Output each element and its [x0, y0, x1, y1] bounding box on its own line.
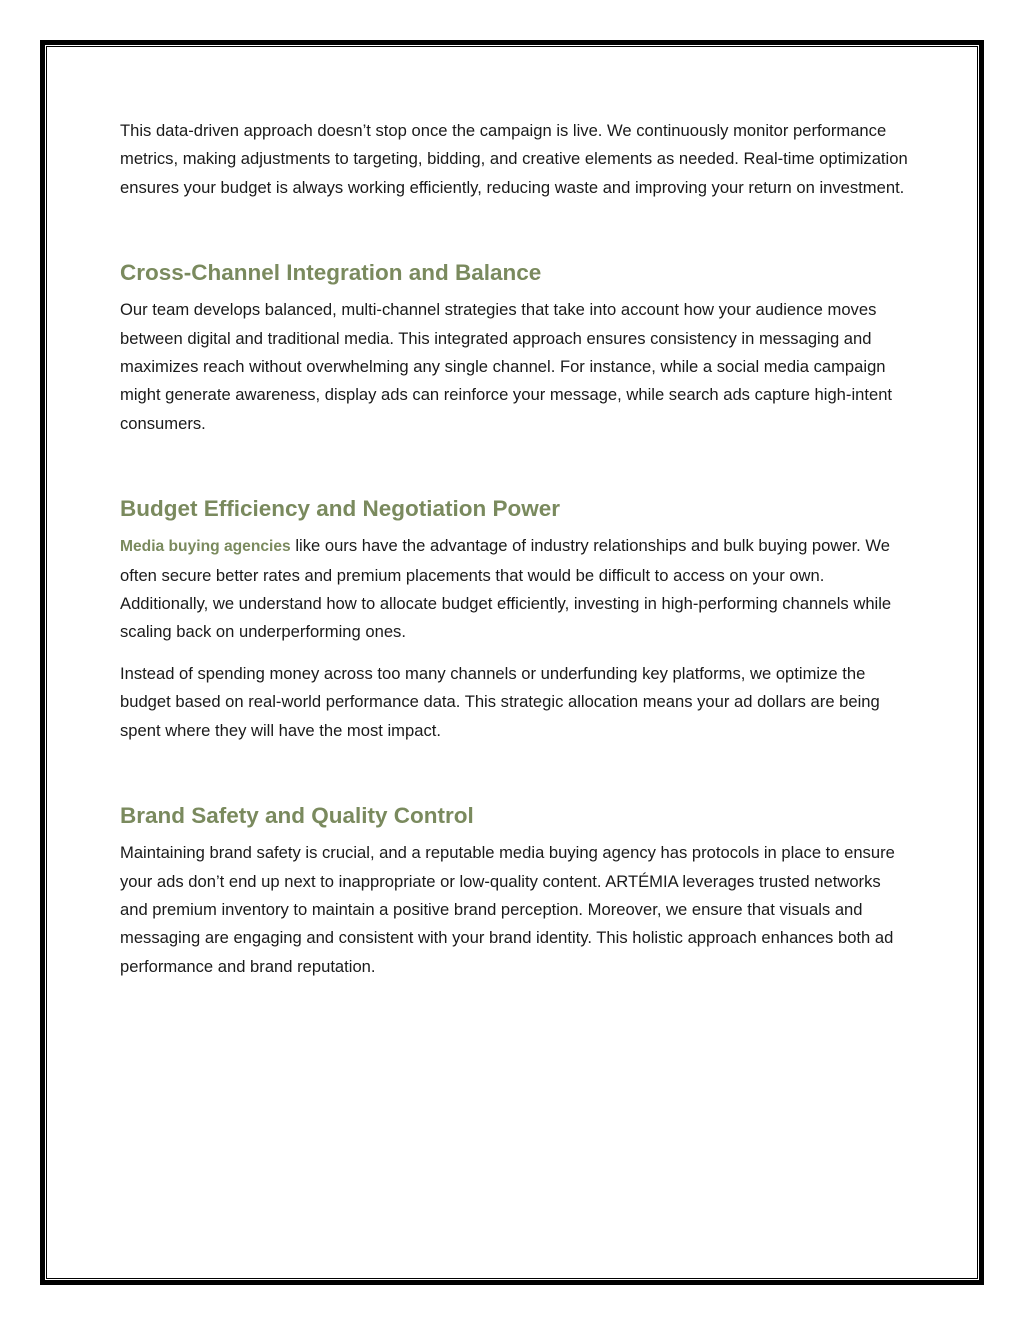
budget-paragraph-1 [120, 532, 912, 647]
document-content [120, 117, 912, 994]
section-heading-brand-safety: Brand Safety and Quality Control [120, 803, 474, 829]
intro-paragraph: This data-driven approach doesn’t stop once the campaign is live. We continuously monitor performance metrics, making adjustments to targeting, bidding, and creative elements as needed. Real-time optimization ensures your budget is always working efficiently, reducing waste and improving your return on investment. [120, 121, 908, 197]
cross-channel-paragraph: Our team develops balanced, multi-channel strategies that take into account how your audience moves between digital and traditional media. This integrated approach ensures consistency in messaging and maximizes reach without overwhelming any single channel. For instance, while a social media campaign might generate awareness, display ads can reinforce your message, while search ads capture high-intent consumers. [120, 300, 893, 433]
budget-paragraph-2: Instead of spending money across too many channels or underfunding key platforms, we optimize the budget based on real-world performance data. This strategic allocation means your ad dollars are being spent where they will have the most impact. [120, 663, 880, 740]
brand-safety-paragraph: Maintaining brand safety is crucial, and a reputable media buying agency has protocols in place to ensure your ads don’t end up next to inappropriate or low-quality content. ARTÉMIA leverages trusted networks and premium inventory to maintain a positive brand perception. Moreover, we ensure that visuals and messaging are engaging and consistent with your brand identity. This holistic approach enhances both ad performance and brand reputation. [120, 843, 895, 976]
media-buying-agencies-link[interactable]: Media buying agencies [120, 538, 291, 556]
section-heading-budget-efficiency: Budget Efficiency and Negotiation Power [120, 496, 561, 522]
section-heading-cross-channel: Cross-Channel Integration and Balance [120, 260, 542, 286]
budget-paragraph-1-text: like ours have the advantage of industry relationships and bulk buying power. We often secure better rates and premium placements that would be difficult to access on your own. Additionally, we understand how to allocate budget efficiently, investing in high-performing channels while scaling back on underperforming ones. [120, 536, 892, 642]
